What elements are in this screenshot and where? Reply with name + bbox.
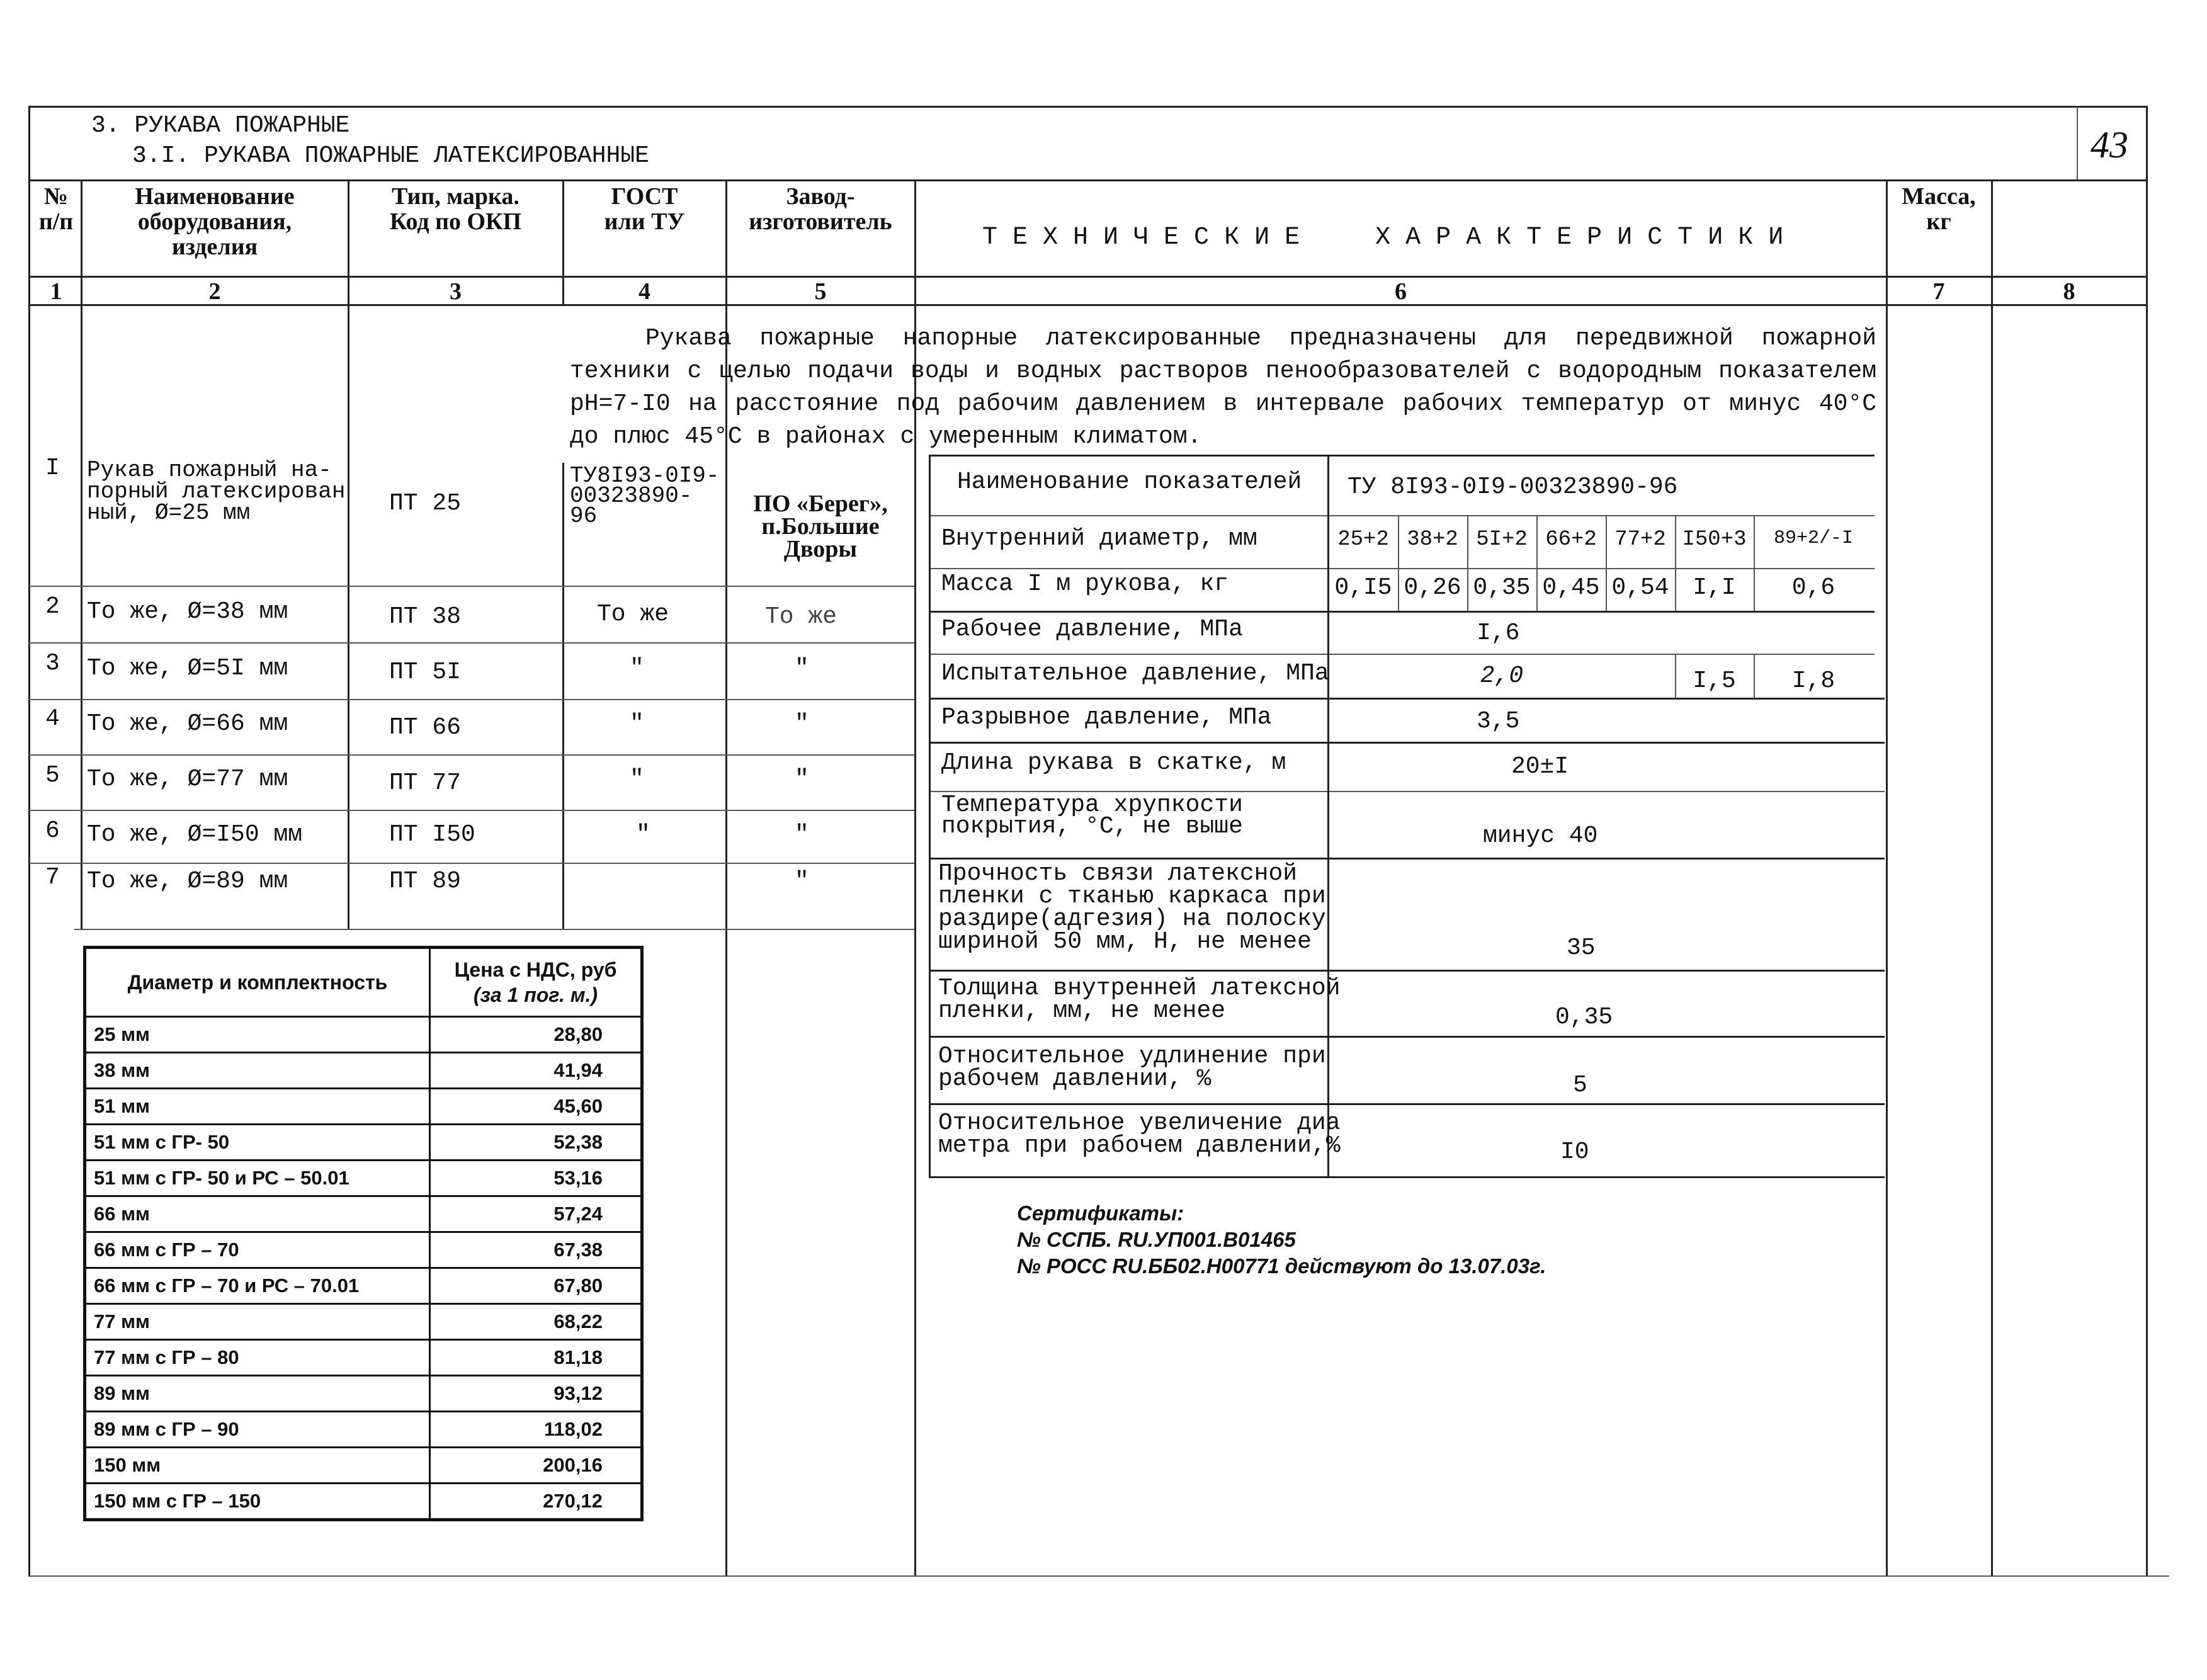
item-3-no: 3 [45,650,60,677]
col-header-type: Тип, марка. Код по ОКП [389,183,522,235]
spec-diam-7: 89+2/-I [1773,528,1854,549]
item-3-type: ПТ 5I [389,659,462,686]
spec-diam-2: 38+2 [1407,528,1458,552]
col-sep-1 [81,179,82,929]
spec-adhesion-label: Прочность связи латексной пленки с тканью каркаса при раздире(адгезия) на полоску шириной 50 мм, Н, не менее [938,860,1326,955]
spec-diam-6: I50+3 [1682,528,1747,552]
spec-burst-pressure-label: Разрывное давление, МПа [941,704,1272,731]
price-header-line2: (за 1 пог. м.) [473,984,598,1006]
spec-top [929,455,1875,457]
spec-diam-4: 66+2 [1545,528,1597,552]
item-7-name: То же, Ø=89 мм [87,868,288,895]
section-title: 3. РУКАВА ПОЖАРНЫЕ [91,112,350,139]
item-2-name: То же, Ø=38 мм [87,598,288,625]
col-num-2: 2 [208,278,221,305]
spec-mass-4: 0,45 [1542,574,1600,601]
item-7-maker: " [795,868,809,895]
item-5-maker: " [795,766,809,793]
item-6-name: То же, Ø=I50 мм [87,821,303,848]
row-line-2 [28,642,914,644]
price-item: 89 мм с ГР – 90 [85,1412,430,1448]
frame-top [28,106,2147,108]
item-3-name: То же, Ø=5I мм [87,655,288,682]
price-value: 270,12 [430,1484,642,1520]
table-row [85,1017,642,1053]
row-line-5 [28,810,914,811]
spec-adhesion: 35 [1567,934,1596,962]
item-4-no: 4 [45,705,60,732]
table-row [85,1161,642,1196]
col-sep-7 [1991,179,1993,1575]
price-item: 25 мм [85,1017,430,1053]
description-text: Рукава пожарные напорные латексированные предназначены для передвижной пожарной техники с целью подачи воды и водных растворов пенообразователей с водородным показателем pH=7-I0 на расстояние под рабочим давлением в интервале рабочих температур от минус 40°С до плюс 45°С в районах с умеренным климатом. [570,325,1876,450]
price-item: 66 мм [85,1196,430,1232]
spec-line-6 [929,742,1885,744]
table-row [85,1268,642,1304]
certificate-line-2: № РОСС RU.ББ02.Н00771 действуют до 13.07.03г. [1017,1254,1546,1278]
price-item: 77 мм [85,1304,430,1340]
price-value: 45,60 [430,1089,642,1125]
col-header-maker: Завод- изготовитель [749,183,892,235]
certificates-title: Сертификаты: [1017,1201,1184,1225]
item-3-gost: " [630,655,644,682]
price-value: 93,12 [430,1376,642,1412]
item-4-maker: " [795,710,809,737]
item-1-gost: ТУ8I93-0I9- 00323890- 96 [570,463,720,529]
spec-mass-1: 0,I5 [1334,574,1392,601]
spec-diam-3: 5I+2 [1476,528,1528,552]
spec-mass-6: I,I [1693,574,1736,601]
spec-line-4 [929,654,1875,655]
price-item: 51 мм с ГР- 50 и РС – 50.01 [85,1161,430,1196]
item-5-name: То же, Ø=77 мм [87,766,288,793]
table-row [85,1376,642,1412]
spec-thickness-label: Толщина внутренней латексной пленки, мм, не менее [938,975,1341,1024]
page-num-divider [2077,106,2078,179]
price-item: 89 мм [85,1376,430,1412]
page-number: 43 [2091,124,2128,166]
spec-test-pressure-label: Испытательное давление, МПа [941,660,1329,687]
frame-right [2146,106,2148,1575]
spec-temp-label: Температура хрупкости покрытия, °С, не выше [941,792,1243,840]
spec-test-pressure-3: I,8 [1791,667,1835,695]
row-line-1 [28,586,914,587]
colnum-top-line [28,276,2147,278]
item-1-no: I [45,455,60,482]
row-line-3 [28,699,914,700]
subsection-title: 3.I. РУКАВА ПОЖАРНЫЕ ЛАТЕКСИРОВАННЫЕ [132,142,649,169]
item-7-type: ПТ 89 [389,868,462,895]
col-sep-3b [562,463,564,929]
col-num-5: 5 [814,278,827,305]
spec-mass-3: 0,35 [1473,574,1531,601]
spec-diam-increase: I0 [1560,1138,1589,1166]
table-row [85,1232,642,1268]
col-header-tech: Т Е Х Н И Ч Е С К И Е Х А Р А К Т Е Р И С Т И К И [982,224,1784,252]
item-1-type: ПТ 25 [389,490,462,517]
row-line-4 [28,754,914,756]
spec-line-9 [929,970,1885,972]
spec-line-11 [929,1103,1885,1105]
spec-left [929,455,931,1176]
price-item: 66 мм с ГР – 70 [85,1232,430,1268]
frame-left [28,106,30,1575]
price-item: 77 мм с ГР – 80 [85,1340,430,1376]
item-4-gost: " [630,710,644,737]
col-sep-2 [348,179,349,929]
spec-diam-5: 77+2 [1614,528,1666,552]
price-header-line1: Цена с НДС, руб [454,958,617,981]
price-value: 57,24 [430,1196,642,1232]
item-1-name: Рукав пожарный на- порный латексирован ный, Ø=25 мм [87,457,346,526]
spec-line-5 [929,698,1885,700]
col-header-gost: ГОСТ или ТУ [604,183,685,235]
item-2-maker: То же [765,603,837,630]
spec-head-label: Наименование показателей [957,468,1302,496]
price-value: 41,94 [430,1053,642,1089]
col-header-no: № п/п [38,183,74,235]
price-item: 150 мм с ГР – 150 [85,1484,430,1520]
spec-diam-label: Внутренний диаметр, мм [941,525,1257,552]
item-2-gost: То же [597,601,669,628]
item-2-type: ПТ 38 [389,603,462,630]
spec-test-pressure-2: I,5 [1693,667,1736,695]
spec-mass-2: 0,26 [1404,574,1461,601]
spec-mass-5: 0,54 [1611,574,1669,601]
spec-elongation-label: Относительное удлинение при рабочем давлении, % [938,1043,1326,1093]
item-4-name: То же, Ø=66 мм [87,710,288,737]
col-header-name: Наименование оборудования, изделия [135,183,295,260]
spec-line-1 [929,515,1875,516]
table-row [85,1125,642,1161]
table-row [85,1089,642,1125]
table-row [85,1053,642,1089]
price-item: 66 мм с ГР – 70 и РС – 70.01 [85,1268,430,1304]
spec-work-pressure-label: Рабочее давление, МПа [941,616,1243,643]
spec-head-tu: ТУ 8I93-0I9-00323890-96 [1347,474,1678,501]
price-item: 51 мм с ГР- 50 [85,1125,430,1161]
item-2-no: 2 [45,593,60,620]
col-num-7: 7 [1932,278,1945,305]
price-value: 67,80 [430,1268,642,1304]
spec-mass-7: 0,6 [1791,574,1835,601]
spec-line-10 [929,1036,1885,1038]
spec-test-pressure-1: 2,0 [1480,662,1524,690]
price-value: 200,16 [430,1448,642,1484]
item-7-no: 7 [45,864,60,891]
price-value: 52,38 [430,1125,642,1161]
spec-label-divider [1327,455,1329,1176]
table-row [85,1340,642,1376]
item-5-gost: " [630,766,644,793]
colnum-bottom-line [28,304,2147,306]
certificate-line-1: № ССПБ. RU.УП001.В01465 [1017,1228,1296,1251]
item-4-type: ПТ 66 [389,714,462,741]
price-header-price [430,948,642,1017]
item-6-type: ПТ I50 [389,821,475,848]
spec-elongation: 5 [1573,1072,1587,1099]
spec-work-pressure: I,6 [1477,620,1520,647]
spec-diam-1: 25+2 [1337,528,1389,552]
price-value: 81,18 [430,1340,642,1376]
row-line-6 [28,863,914,864]
col-num-6: 6 [1395,278,1407,305]
price-value: 118,02 [430,1412,642,1448]
price-value: 53,16 [430,1161,642,1196]
header-bottom-line [28,179,2147,181]
price-item: 38 мм [85,1053,430,1089]
col-num-3: 3 [450,278,462,305]
spec-mass-label: Масса I м рукова, кг [941,570,1229,598]
spec-length: 20±I [1511,753,1569,780]
item-3-maker: " [795,655,809,682]
table-row [85,1304,642,1340]
table-row [85,1448,642,1484]
col-num-8: 8 [2063,278,2075,305]
col-num-1: 1 [50,278,62,305]
table-row [85,1412,642,1448]
price-item: 51 мм [85,1089,430,1125]
spec-length-label: Длина рукава в скатке, м [941,749,1286,776]
spec-line-2 [929,568,1875,569]
table-row [85,1196,642,1232]
spec-line-3 [929,611,1875,613]
item-6-maker: " [795,821,809,848]
item-6-no: 6 [45,817,60,844]
item-6-gost: " [636,821,650,848]
spec-diam-increase-label: Относительное увеличение диа метра при рабочем давлении,% [938,1110,1341,1159]
col-header-mass: Масса, кг [1902,183,1976,235]
price-table [83,946,644,1521]
col-sep-3 [562,179,564,304]
item-5-no: 5 [45,762,60,789]
frame-bottom [28,1575,2169,1577]
price-item: 150 мм [85,1448,430,1484]
row-line-7 [74,929,914,930]
price-value: 68,22 [430,1304,642,1340]
col-sep-6 [1886,179,1888,1575]
price-header-item: Диаметр и комплектность [85,948,430,1017]
item-1-maker: ПО «Берег», п.Большие Дворы [753,491,888,562]
price-value: 28,80 [430,1017,642,1053]
price-table-header [85,948,642,1017]
spec-thickness: 0,35 [1555,1004,1613,1031]
col-num-4: 4 [638,278,650,305]
item-5-type: ПТ 77 [389,769,462,797]
spec-temp: минус 40 [1483,822,1598,849]
spec-line-12 [929,1176,1885,1178]
price-value: 67,38 [430,1232,642,1268]
table-row [85,1484,642,1520]
spec-line-8 [929,858,1885,860]
spec-burst-pressure: 3,5 [1477,708,1520,735]
